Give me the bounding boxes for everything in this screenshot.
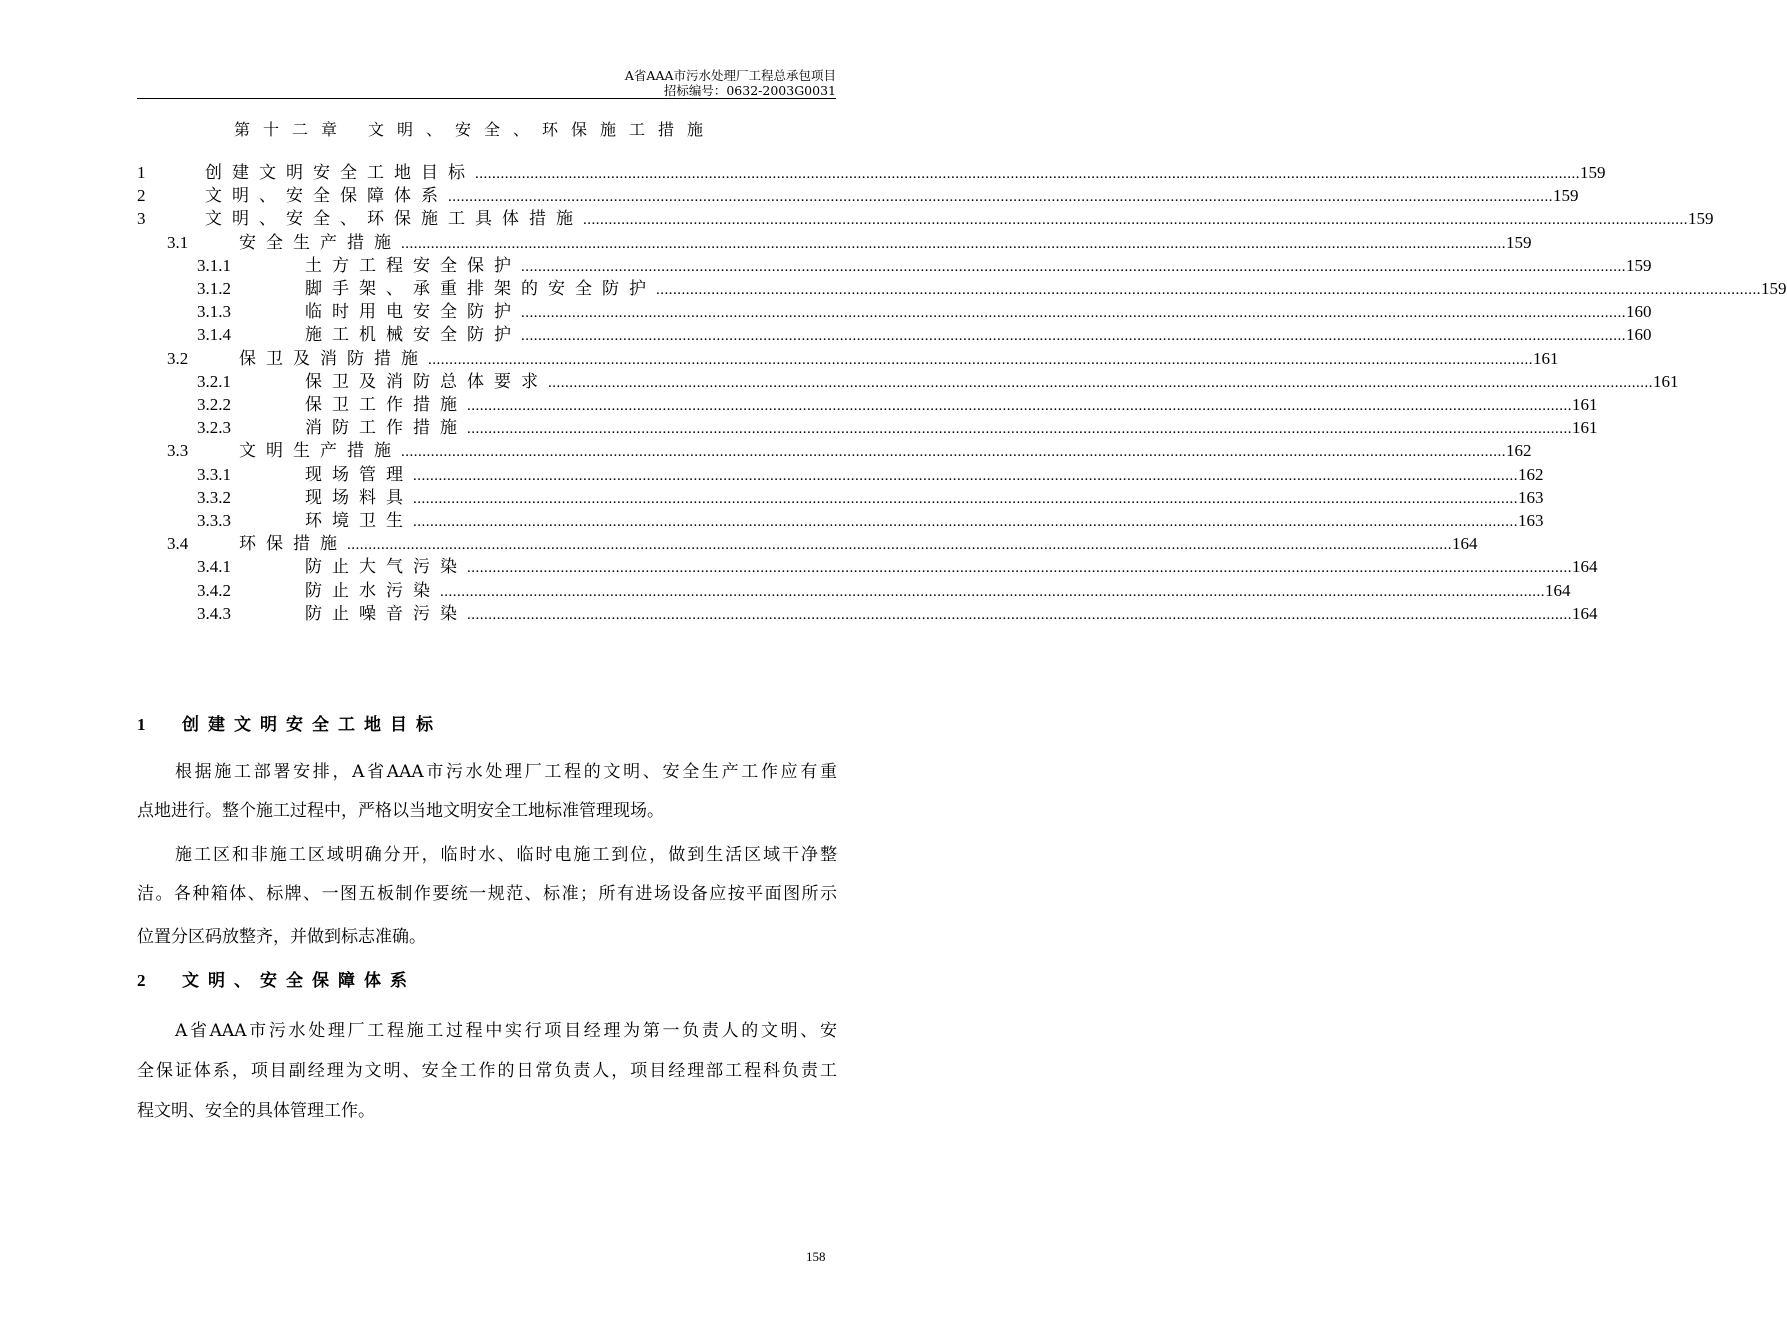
toc-entry-title: 保卫及消防措施 [239, 348, 428, 369]
toc-entry-number: 3.2.1 [197, 371, 231, 391]
toc-entry[interactable] [197, 255, 1652, 277]
toc-entry[interactable] [167, 232, 1532, 254]
toc-leader-dots: .................................................................................................................................................................................................................................................................... [467, 398, 1572, 414]
toc-entry[interactable] [167, 348, 1559, 370]
toc-entry-number: 3.4 [167, 534, 189, 554]
toc-entry-title: 文明、安全、环保施工具体措施 [205, 209, 583, 230]
toc-entry-number: 2 [137, 186, 146, 206]
toc-leader-dots: .................................................................................................................................................................................................................................................................... [413, 490, 1518, 507]
toc-leader-dots: .................................................................................................................................................................................................................................................................... [413, 514, 1518, 530]
toc-entry-page: 161 [1572, 395, 1598, 414]
toc-entry-page: 162 [1518, 464, 1544, 484]
toc-entry[interactable] [167, 533, 1478, 555]
toc-leader-dots: .................................................................................................................................................................................................................................................................... [521, 328, 1626, 345]
toc-entry-title: 安全生产措施 [239, 232, 401, 253]
toc-entry[interactable] [137, 185, 1579, 207]
toc-leader-dots: .................................................................................................................................................................................................................................................................... [347, 537, 1452, 554]
toc-entry[interactable] [197, 371, 1679, 393]
toc-leader-dots: .................................................................................................................................................................................................................................................................... [475, 166, 1580, 182]
toc-entry-title: 环境卫生 [305, 511, 413, 531]
paragraph-line: 点地进行。整个施工过程中，严格以当地文明安全工地标准管理现场。 [137, 801, 664, 821]
section-title: 文明、安全保障体系 [182, 971, 416, 991]
toc-entry-title: 消防工作措施 [305, 418, 467, 439]
toc-entry[interactable] [167, 440, 1532, 462]
toc-entry-number: 3.2 [167, 348, 189, 368]
toc-entry[interactable] [197, 324, 1652, 346]
paragraph-line: 位置分区码放整齐，并做到标志准确。 [137, 927, 426, 947]
toc-entry-page: 159 [1626, 255, 1652, 275]
toc-leader-dots: .................................................................................................................................................................................................................................................................... [440, 583, 1545, 600]
toc-entry[interactable] [197, 417, 1598, 439]
paragraph-line: 程文明、安全的具体管理工作。 [137, 1101, 375, 1121]
toc-entry-title: 现场管理 [305, 464, 413, 485]
toc-leader-dots: .................................................................................................................................................................................................................................................................... [413, 467, 1518, 484]
toc-entry-title: 脚手架、承重排架的安全防护 [305, 279, 656, 299]
section-number: 1 [137, 715, 146, 734]
toc-entry[interactable] [197, 603, 1598, 625]
toc-entry-number: 1 [137, 163, 146, 182]
toc-entry-title: 防止噪音污染 [305, 603, 467, 624]
toc-entry-page: 162 [1506, 441, 1532, 461]
toc-entry-page: 161 [1533, 348, 1559, 368]
toc-entry-number: 3.1.2 [197, 279, 231, 298]
toc-leader-dots: .................................................................................................................................................................................................................................................................... [467, 606, 1572, 623]
toc-entry-page: 164 [1572, 603, 1598, 623]
toc-leader-dots: .................................................................................................................................................................................................................................................................... [467, 560, 1572, 577]
toc-leader-dots: .................................................................................................................................................................................................................................................................... [467, 421, 1572, 438]
toc-entry-page: 161 [1653, 371, 1679, 391]
toc-entry-number: 3.4.1 [197, 557, 231, 577]
toc-entry-page: 159 [1580, 163, 1606, 182]
section-heading-1 [137, 710, 442, 735]
toc-entry[interactable] [197, 464, 1544, 486]
toc-entry-page: 164 [1452, 534, 1478, 554]
toc-entry-title: 保卫工作措施 [305, 395, 467, 415]
toc-entry-title: 文明、安全保障体系 [205, 186, 448, 207]
toc-entry-title: 环保措施 [239, 534, 347, 555]
toc-entry-page: 159 [1688, 209, 1714, 229]
toc-entry[interactable] [197, 278, 1787, 300]
toc-entry-title: 创建文明安全工地目标 [205, 163, 475, 183]
toc-leader-dots: .................................................................................................................................................................................................................................................................... [548, 374, 1653, 391]
toc-entry-page: 159 [1553, 186, 1579, 206]
toc-entry[interactable] [197, 394, 1598, 416]
toc-entry-title: 施工机械安全防护 [305, 325, 521, 346]
toc-entry[interactable] [137, 208, 1714, 230]
toc-entry[interactable] [197, 556, 1598, 578]
toc-entry-page: 161 [1572, 418, 1598, 438]
toc-entry-page: 164 [1572, 557, 1598, 577]
paragraph-line: 根据施工部署安排，A省AAA市污水处理厂工程的文明、安全生产工作应有重 [175, 762, 837, 782]
toc-entry-page: 164 [1545, 580, 1571, 600]
toc-entry-number: 3.3.1 [197, 464, 231, 484]
toc-entry-number: 3.1.1 [197, 255, 231, 275]
toc-leader-dots: .................................................................................................................................................................................................................................................................... [656, 282, 1761, 298]
paragraph-line: A省AAA市污水处理厂工程施工过程中实行项目经理为第一负责人的文明、安 [175, 1021, 837, 1041]
header-bid-number: 招标编号：0632-2003G0031 [663, 83, 836, 98]
chapter-title: 第十二章 文明、安全、环保施工措施 [233, 120, 717, 139]
toc-leader-dots: .................................................................................................................................................................................................................................................................... [448, 189, 1553, 206]
toc-entry[interactable] [197, 580, 1571, 602]
toc-entry-page: 160 [1626, 325, 1652, 345]
toc-entry[interactable] [137, 162, 1606, 184]
toc-entry-title: 防止水污染 [305, 580, 440, 601]
section-number: 2 [137, 971, 146, 990]
section-title: 创建文明安全工地目标 [182, 715, 442, 735]
toc-entry-page: 163 [1518, 487, 1544, 507]
toc-entry-title: 现场料具 [305, 487, 413, 508]
paragraph-line: 全保证体系，项目副经理为文明、安全工作的日常负责人，项目经理部工程科负责工 [137, 1061, 837, 1081]
toc-entry-title: 保卫及消防总体要求 [305, 371, 548, 392]
toc-entry[interactable] [197, 301, 1652, 323]
page-number: 158 [806, 1249, 826, 1264]
header-project-name: A省AAA市污水处理厂工程总承包项目 [624, 68, 836, 83]
toc-entry-page: 159 [1506, 232, 1532, 252]
toc-entry-number: 3.2.3 [197, 418, 231, 438]
section-heading-2 [137, 966, 416, 991]
toc-entry[interactable] [197, 510, 1544, 532]
toc-entry-title: 临时用电安全防护 [305, 302, 521, 323]
toc-leader-dots: .................................................................................................................................................................................................................................................................... [401, 444, 1506, 461]
toc-entry-number: 3.1.4 [197, 325, 231, 345]
toc-leader-dots: .................................................................................................................................................................................................................................................................... [521, 258, 1626, 275]
toc-entry-number: 3.4.3 [197, 603, 231, 623]
toc-entry-title: 文明生产措施 [239, 441, 401, 462]
paragraph-line: 施工区和非施工区域明确分开，临时水、临时电施工到位，做到生活区域干净整 [175, 845, 837, 865]
toc-leader-dots: .................................................................................................................................................................................................................................................................... [428, 351, 1533, 368]
toc-entry-number: 3.3.2 [197, 487, 231, 507]
toc-leader-dots: .................................................................................................................................................................................................................................................................... [401, 235, 1506, 252]
toc-leader-dots: .................................................................................................................................................................................................................................................................... [521, 305, 1626, 322]
toc-entry-number: 3.1 [167, 232, 189, 252]
toc-entry[interactable] [197, 487, 1544, 509]
paragraph-line: 洁。各种箱体、标牌、一图五板制作要统一规范、标准；所有进场设备应按平面图所示 [137, 884, 837, 904]
toc-entry-number: 3.4.2 [197, 580, 231, 600]
toc-entry-page: 160 [1626, 302, 1652, 322]
toc-entry-title: 防止大气污染 [305, 557, 467, 578]
toc-entry-title: 土方工程安全保护 [305, 255, 521, 276]
toc-entry-page: 159 [1761, 279, 1787, 298]
toc-leader-dots: .................................................................................................................................................................................................................................................................... [583, 212, 1688, 229]
toc-entry-number: 3.1.3 [197, 302, 231, 322]
toc-entry-number: 3.2.2 [197, 395, 231, 414]
header-rule [137, 98, 836, 99]
toc-entry-number: 3 [137, 209, 146, 229]
toc-entry-number: 3.3.3 [197, 511, 231, 530]
toc-entry-page: 163 [1518, 511, 1544, 530]
toc-entry-number: 3.3 [167, 441, 189, 461]
